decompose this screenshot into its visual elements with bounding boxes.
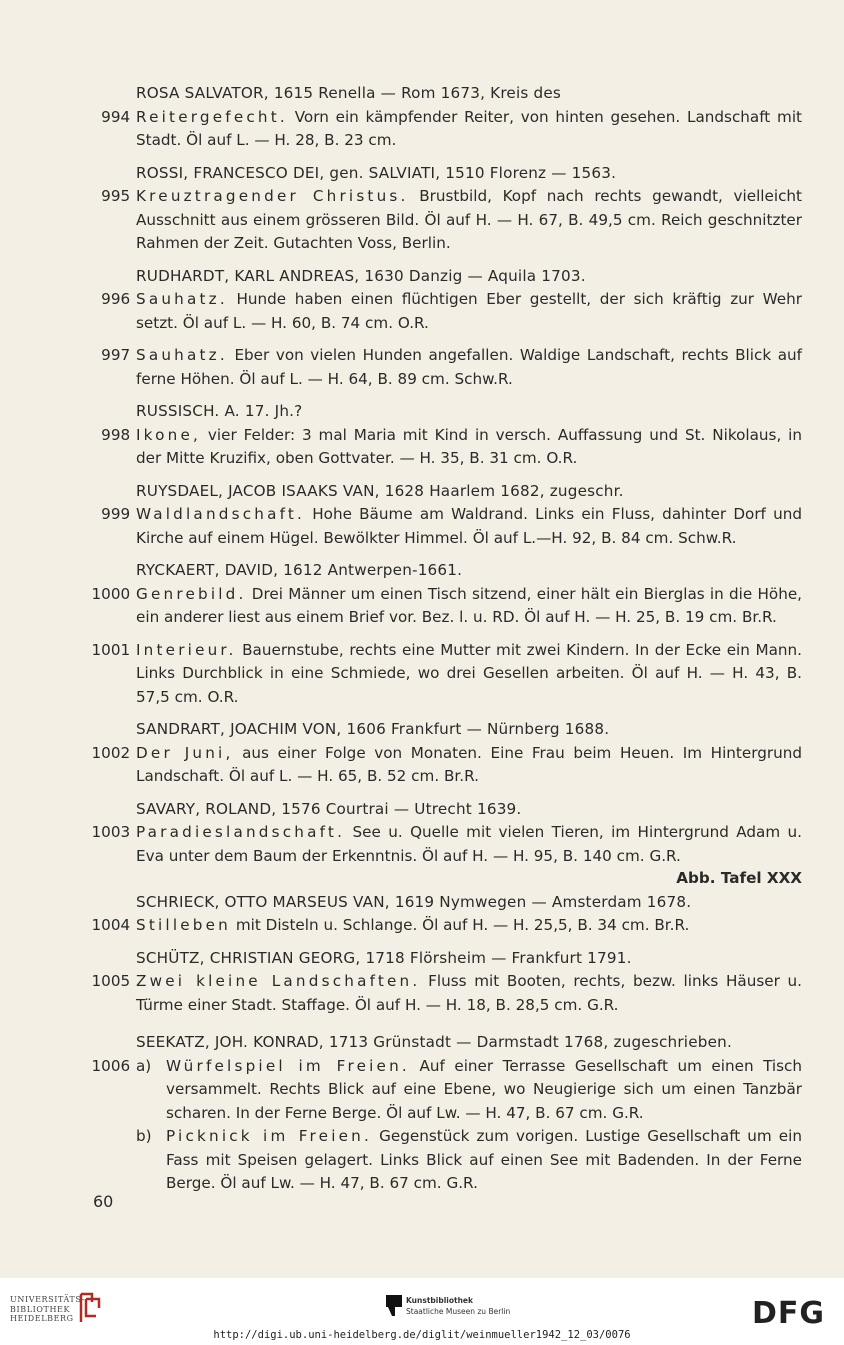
- lot-entry: [82, 1055, 802, 1196]
- subentry-description: [166, 1055, 802, 1126]
- lot-number: 1006: [91, 1056, 131, 1075]
- lot-number: 1000: [91, 584, 131, 603]
- ub-heidelberg-logo-icon: [78, 1292, 102, 1328]
- lot-description: [136, 288, 802, 335]
- lot-text: aus einer Folge von Monaten. Eine Frau beim Heuen. Im Hintergrund Landschaft. Öl auf L. — H. 65, B. 52 cm. Br.R.: [136, 743, 802, 785]
- artist-heading: SCHÜTZ, CHRISTIAN GEORG, 1718 Flörsheim — Frankfurt 1791.: [136, 948, 632, 967]
- lot-title: Würfelspiel im Freien.: [166, 1056, 410, 1075]
- ub-heidelberg-label: UNIVERSITÄTS- BIBLIOTHEK HEIDELBERG: [10, 1295, 86, 1323]
- lot-title: Kreuztragender Christus.: [136, 187, 409, 205]
- lot-text: See u. Quelle mit vielen Tieren, im Hintergrund Adam u. Eva unter dem Baum der Erkenntnis. Öl auf H. — H. 95, B. 140 cm. G.R.: [136, 823, 802, 865]
- lot-entry: [82, 970, 802, 1017]
- kunstbibliothek-label: Kunstbibliothek Staatliche Museen zu Berlin: [406, 1296, 511, 1316]
- lot-entry: [82, 344, 802, 391]
- lot-description: [136, 424, 802, 471]
- lot-text: vier Felder: 3 mal Maria mit Kind in versch. Auffassung und St. Nikolaus, in der Mitte Kruzifix, oben Gottvater. — H. 35, B. 31 cm. O.R.: [136, 425, 802, 467]
- kunstbibliothek-logo-icon: [386, 1295, 402, 1321]
- lot-number: 1004: [91, 916, 131, 934]
- subentry-letter: a): [136, 1056, 152, 1075]
- lot-title: Zwei kleine Landschaften.: [136, 972, 421, 990]
- lot-title: Sauhatz.: [136, 290, 228, 308]
- lot-subentry: [136, 1125, 802, 1196]
- lot-number: 995: [101, 187, 131, 205]
- lot-number: 999: [101, 505, 131, 523]
- subentry-letter: b): [136, 1127, 152, 1145]
- lot-description: [136, 185, 802, 256]
- artist-heading: SAVARY, ROLAND, 1576 Courtrai — Utrecht 1639.: [136, 799, 522, 818]
- lot-title: Interieur.: [136, 640, 237, 659]
- lot-description: [136, 914, 802, 938]
- lot-number: 1002: [91, 743, 131, 762]
- lot-text: Hohe Bäume am Waldrand. Links ein Fluss, dahinter Dorf und Kirche auf einem Hügel. Bewölkter Himmel. Öl auf L.—H. 92, B. 84 cm. Schw.R.: [136, 505, 802, 547]
- lot-title: Der Juni,: [136, 743, 234, 762]
- lot-title: Sauhatz.: [136, 346, 228, 364]
- lot-description: [136, 970, 802, 1017]
- artist-heading: RYCKAERT, DAVID, 1612 Antwerpen-1661.: [136, 561, 463, 579]
- lot-number: 998: [101, 425, 131, 444]
- lot-title: Paradieslandschaft.: [136, 823, 346, 841]
- lot-entry: [82, 821, 802, 868]
- lot-description: [136, 639, 802, 710]
- lot-title: Ikone,: [136, 425, 202, 444]
- artist-heading: SANDRART, JOACHIM VON, 1606 Frankfurt — Nürnberg 1688.: [136, 720, 610, 738]
- lot-entry: [82, 742, 802, 789]
- digitization-footer: [0, 1278, 844, 1345]
- artist-heading: ROSSI, FRANCESCO DEI, gen. SALVIATI, 1510 Florenz — 1563.: [136, 163, 617, 182]
- lot-number: 1001: [91, 640, 131, 659]
- artist-heading: SCHRIECK, OTTO MARSEUS VAN, 1619 Nymwegen — Amsterdam 1678.: [136, 892, 692, 911]
- lot-text: Eber von vielen Hunden angefallen. Waldige Landschaft, rechts Blick auf ferne Höhen. Öl auf L. — H. 64, B. 89 cm. Schw.R.: [136, 346, 802, 388]
- lot-subentry: [136, 1055, 802, 1126]
- lot-title: Picknick im Freien.: [166, 1127, 373, 1145]
- lot-description: [136, 821, 802, 868]
- lot-description: [136, 503, 802, 550]
- lot-entry: [82, 106, 802, 153]
- lot-entry: [82, 503, 802, 550]
- lot-title: Stilleben: [136, 916, 232, 934]
- artist-heading: RUSSISCH. A. 17. Jh.?: [136, 402, 303, 420]
- lot-text: Hunde haben einen flüchtigen Eber gestellt, der sich kräftig zur Wehr setzt. Öl auf L. — H. 60, B. 74 cm. O.R.: [136, 290, 802, 332]
- artist-heading: SEEKATZ, JOH. KONRAD, 1713 Grünstadt — Darmstadt 1768, zugeschrieben.: [136, 1033, 732, 1051]
- lot-entry: [82, 288, 802, 335]
- lot-description: [136, 742, 802, 789]
- lot-title: Reitergefecht.: [136, 107, 288, 126]
- lot-number: 1003: [91, 823, 131, 841]
- catalog-content: [82, 82, 802, 1196]
- lot-description: [136, 583, 802, 630]
- lot-entry: [82, 914, 802, 938]
- lot-text: Brustbild, Kopf nach rechts gewandt, vielleicht Ausschnitt aus einem grösseren Bild. Öl auf H. — H. 67, B. 49,5 cm. Reich geschnitzter Rahmen der Zeit. Gutachten Voss, Berlin.: [136, 187, 803, 252]
- lot-description: [136, 106, 802, 153]
- lot-title: Waldlandschaft.: [136, 505, 306, 523]
- lot-entry: [82, 583, 802, 630]
- lot-number: 1005: [91, 972, 131, 990]
- lot-text: Auf einer Terrasse Gesellschaft um einen Tisch versammelt. Rechts Blick auf eine Ebene, wo Neugierige sich um einen Tanzbär scharen. In der Ferne Berge. Öl auf Lw. — H. 47, B. 67 cm. G.R.: [166, 1056, 803, 1122]
- lot-text: Bauernstube, rechts eine Mutter mit zwei Kindern. In der Ecke ein Mann. Links Durchblick in eine Schmiede, wo drei Gesellen arbeiten. Öl auf H. — H. 43, B. 57,5 cm. O.R.: [136, 640, 802, 706]
- lot-entry: [82, 424, 802, 471]
- lot-description: [136, 344, 802, 391]
- lot-entry: [82, 639, 802, 710]
- page-number: 60: [93, 1192, 114, 1211]
- source-url[interactable]: http://digi.ub.uni-heidelberg.de/diglit/weinmueller1942_12_03/0076: [213, 1329, 631, 1341]
- subentry-description: [166, 1125, 802, 1196]
- lot-title: Genrebild.: [136, 584, 247, 603]
- artist-heading: ROSA SALVATOR, 1615 Renella — Rom 1673, Kreis des: [136, 84, 562, 102]
- artist-heading: RUDHARDT, KARL ANDREAS, 1630 Danzig — Aquila 1703.: [136, 266, 586, 285]
- plate-reference: Abb. Tafel XXX: [676, 869, 802, 887]
- lot-text: Vorn ein kämpfender Reiter, von hinten gesehen. Landschaft mit Stadt. Öl auf L. — H. 28, B. 23 cm.: [136, 107, 802, 149]
- lot-text: Drei Männer um einen Tisch sitzend, einer hält ein Bierglas in die Höhe, ein anderer liest aus einem Brief vor. Bez. l. u. RD. Öl auf H. — H. 25, B. 19 cm. Br.R.: [136, 584, 802, 626]
- lot-text: mit Disteln u. Schlange. Öl auf H. — H. 25,5, B. 34 cm. Br.R.: [231, 916, 690, 934]
- dfg-logo: DFG: [752, 1296, 826, 1331]
- lot-entry: [82, 185, 802, 256]
- lot-number: 997: [101, 346, 131, 364]
- lot-text: Gegenstück zum vorigen. Lustige Gesellschaft um ein Fass mit Speisen gelagert. Links Blick auf einen See mit Badenden. In der Ferne Berge. Öl auf Lw. — H. 47, B. 67 cm. G.R.: [166, 1127, 802, 1192]
- lot-description: [136, 1055, 802, 1196]
- lot-number: 994: [101, 107, 131, 126]
- lot-number: 996: [101, 290, 131, 308]
- artist-heading: RUYSDAEL, JACOB ISAAKS VAN, 1628 Haarlem 1682, zugeschr.: [136, 481, 624, 500]
- lot-text: Fluss mit Booten, rechts, bezw. links Häuser u. Türme einer Stadt. Staffage. Öl auf H. — H. 18, B. 28,5 cm. G.R.: [136, 972, 803, 1014]
